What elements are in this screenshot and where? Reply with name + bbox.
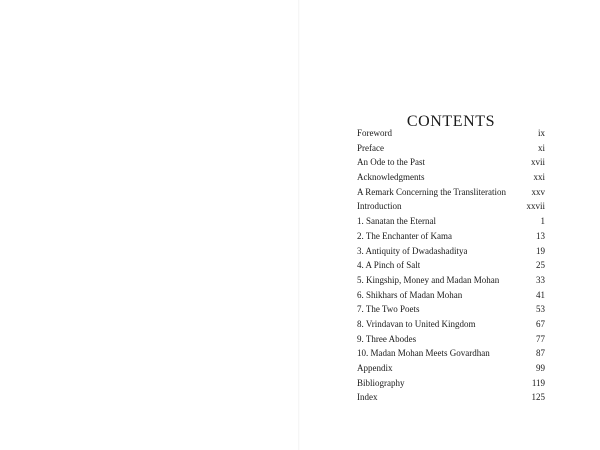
- toc-entry-page-number: 67: [536, 318, 545, 329]
- toc-entry-page-number: 41: [536, 289, 545, 300]
- toc-entry-page-number: xi: [537, 142, 545, 153]
- toc-entry: [357, 376, 545, 391]
- toc-entry-page-number: 1: [540, 216, 545, 227]
- toc-entry-page-number: 13: [536, 230, 545, 241]
- toc-entry-page-number: 125: [531, 392, 545, 403]
- toc-entry-page-number: 87: [536, 348, 545, 359]
- toc-entry: [357, 155, 545, 170]
- contents-heading: CONTENTS: [406, 112, 496, 130]
- toc-entry: [357, 273, 545, 288]
- toc-entry-page-number: 119: [531, 377, 545, 388]
- toc-entry-title: Foreword: [357, 128, 392, 138]
- toc-entry-page-number: xxi: [533, 172, 545, 183]
- toc-entry-title: 7. The Two Poets: [357, 304, 420, 315]
- toc-entry-title: Introduction: [357, 201, 402, 212]
- toc-entry-page-number: xxvii: [526, 201, 545, 212]
- toc-entry-page-number: 25: [536, 260, 545, 271]
- toc-entry: [357, 185, 545, 200]
- toc-entry: [357, 390, 545, 405]
- toc-entry-page-number: 99: [536, 363, 545, 373]
- toc-entry: [357, 332, 545, 347]
- toc-entry-title: Appendix: [357, 363, 393, 373]
- toc-entry: [357, 126, 545, 141]
- toc-entry-title: 8. Vrindavan to United Kingdom: [357, 318, 476, 329]
- toc-entry-title: 1. Sanatan the Eternal: [357, 216, 436, 227]
- toc-entry-title: 3. Antiquity of Dwadashaditya: [357, 245, 468, 256]
- toc-entry: [357, 346, 545, 361]
- toc-entry-page-number: ix: [537, 128, 545, 138]
- toc-entry-page-number: 33: [536, 274, 545, 285]
- toc-entry-title: 10. Madan Mohan Meets Govardhan: [357, 348, 490, 359]
- toc-entry: [357, 288, 545, 303]
- toc-entry-title: A Remark Concerning the Transliteration: [357, 186, 506, 197]
- toc-entry-page-number: xvii: [530, 157, 545, 168]
- table-of-contents: [357, 126, 545, 405]
- toc-entry-page-number: 77: [536, 333, 545, 344]
- toc-entry: [357, 141, 545, 156]
- toc-entry: [357, 302, 545, 317]
- toc-entry: [357, 317, 545, 332]
- toc-entry: [357, 214, 545, 229]
- toc-entry-title: Bibliography: [357, 377, 405, 388]
- toc-entry-page-number: 53: [536, 304, 545, 315]
- toc-entry: [357, 258, 545, 273]
- toc-entry-title: 4. A Pinch of Salt: [357, 260, 421, 271]
- toc-entry-title: Index: [357, 392, 378, 403]
- toc-entry: [357, 361, 545, 376]
- toc-entry-title: 6. Shikhars of Madan Mohan: [357, 289, 463, 300]
- toc-entry-title: 2. The Enchanter of Kama: [357, 230, 453, 241]
- toc-entry-title: Acknowledgments: [357, 172, 425, 183]
- toc-entry-title: 5. Kingship, Money and Madan Mohan: [357, 274, 500, 285]
- toc-entry: [357, 229, 545, 244]
- toc-entry-title: An Ode to the Past: [357, 157, 425, 168]
- page-gutter: [298, 0, 300, 450]
- toc-entry-title: Preface: [357, 142, 384, 153]
- toc-entry-page-number: 19: [536, 245, 545, 256]
- toc-entry-title: 9. Three Abodes: [357, 333, 417, 344]
- toc-entry: [357, 199, 545, 214]
- toc-entry-page-number: xxv: [531, 186, 545, 197]
- toc-entry: [357, 244, 545, 259]
- toc-entry: [357, 170, 545, 185]
